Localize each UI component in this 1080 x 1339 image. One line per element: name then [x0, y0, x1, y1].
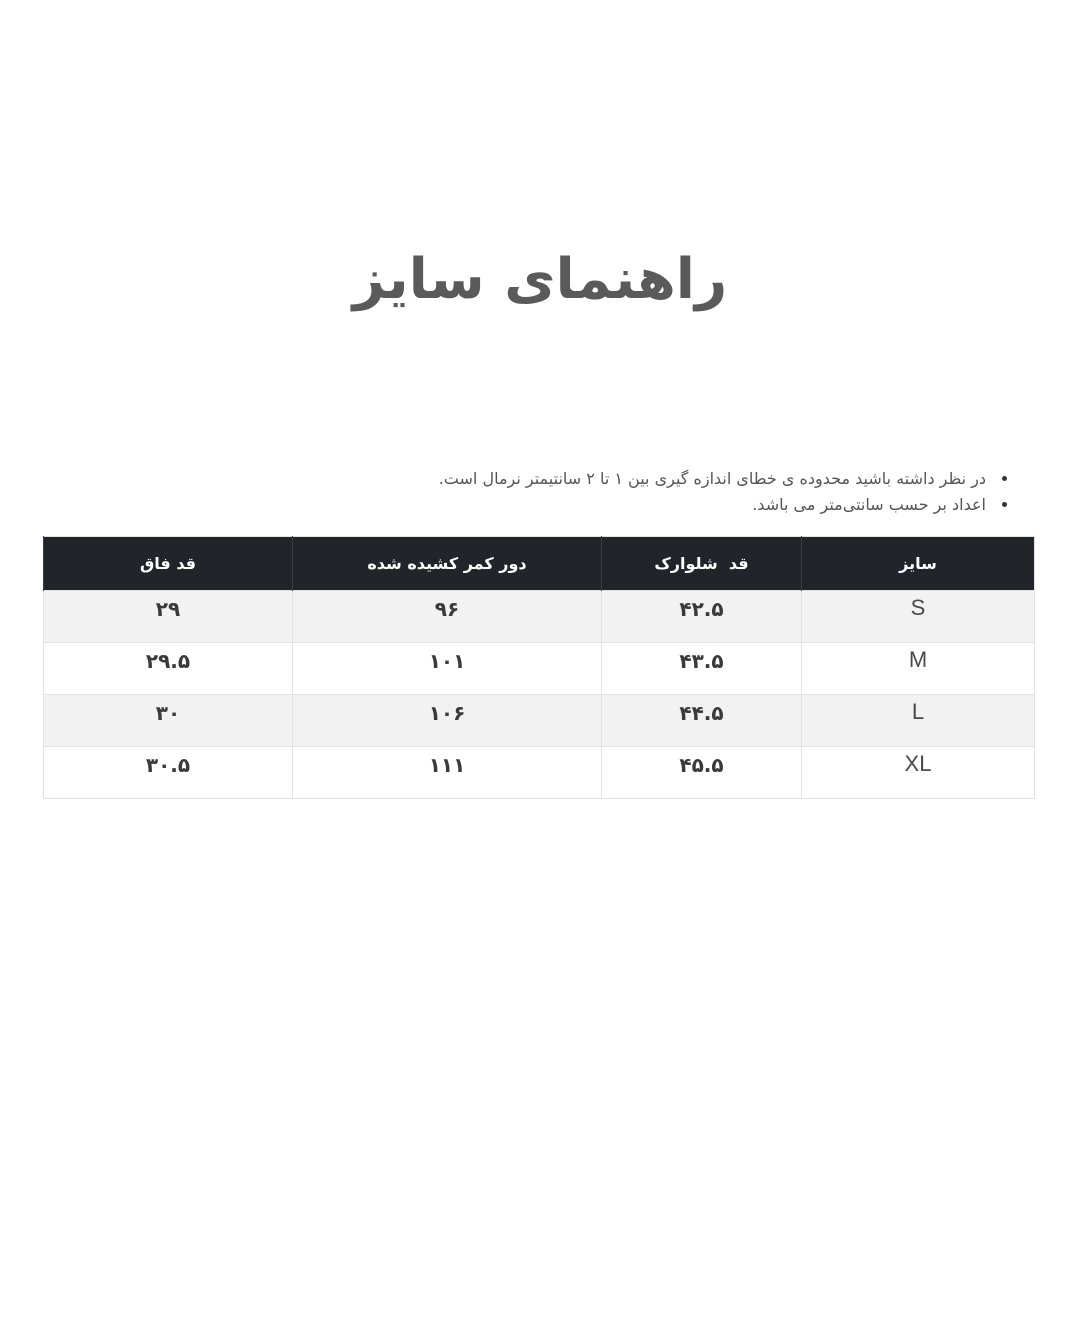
cell-waist-stretched: ۱۰۱	[293, 643, 602, 695]
notes-list	[290, 466, 1010, 518]
cell-size: L	[802, 695, 1035, 747]
cell-shorts-length: ۴۴.۵	[602, 695, 802, 747]
header-rise: قد فاق	[44, 537, 293, 591]
cell-size: S	[802, 591, 1035, 643]
cell-size: M	[802, 643, 1035, 695]
cell-shorts-length: ۴۵.۵	[602, 747, 802, 799]
table-header-row	[44, 537, 1035, 591]
cell-rise: ۳۰.۵	[44, 747, 293, 799]
header-waist-stretched: دور کمر کشیده شده	[293, 537, 602, 591]
table-row	[44, 695, 1035, 747]
cell-shorts-length: ۴۲.۵	[602, 591, 802, 643]
page-title: راهنمای سایز	[352, 247, 728, 312]
table-row	[44, 747, 1035, 799]
note-units: • اعداد بر حسب سانتی‌متر می باشد.	[290, 492, 990, 518]
cell-waist-stretched: ۱۰۶	[293, 695, 602, 747]
size-guide-table	[43, 536, 1035, 799]
table-row	[44, 643, 1035, 695]
note-measurement-error: • در نظر داشته باشید محدوده ی خطای اندازه گیری بین ۱ تا ۲ سانتیمتر نرمال است.	[290, 466, 990, 492]
cell-rise: ۲۹	[44, 591, 293, 643]
cell-rise: ۲۹.۵	[44, 643, 293, 695]
cell-waist-stretched: ۹۶	[293, 591, 602, 643]
header-size: سایز	[802, 537, 1035, 591]
cell-waist-stretched: ۱۱۱	[293, 747, 602, 799]
cell-shorts-length: ۴۳.۵	[602, 643, 802, 695]
cell-size: XL	[802, 747, 1035, 799]
cell-rise: ۳۰	[44, 695, 293, 747]
table-row	[44, 591, 1035, 643]
header-shorts-length: قد شلوارک	[602, 537, 802, 591]
